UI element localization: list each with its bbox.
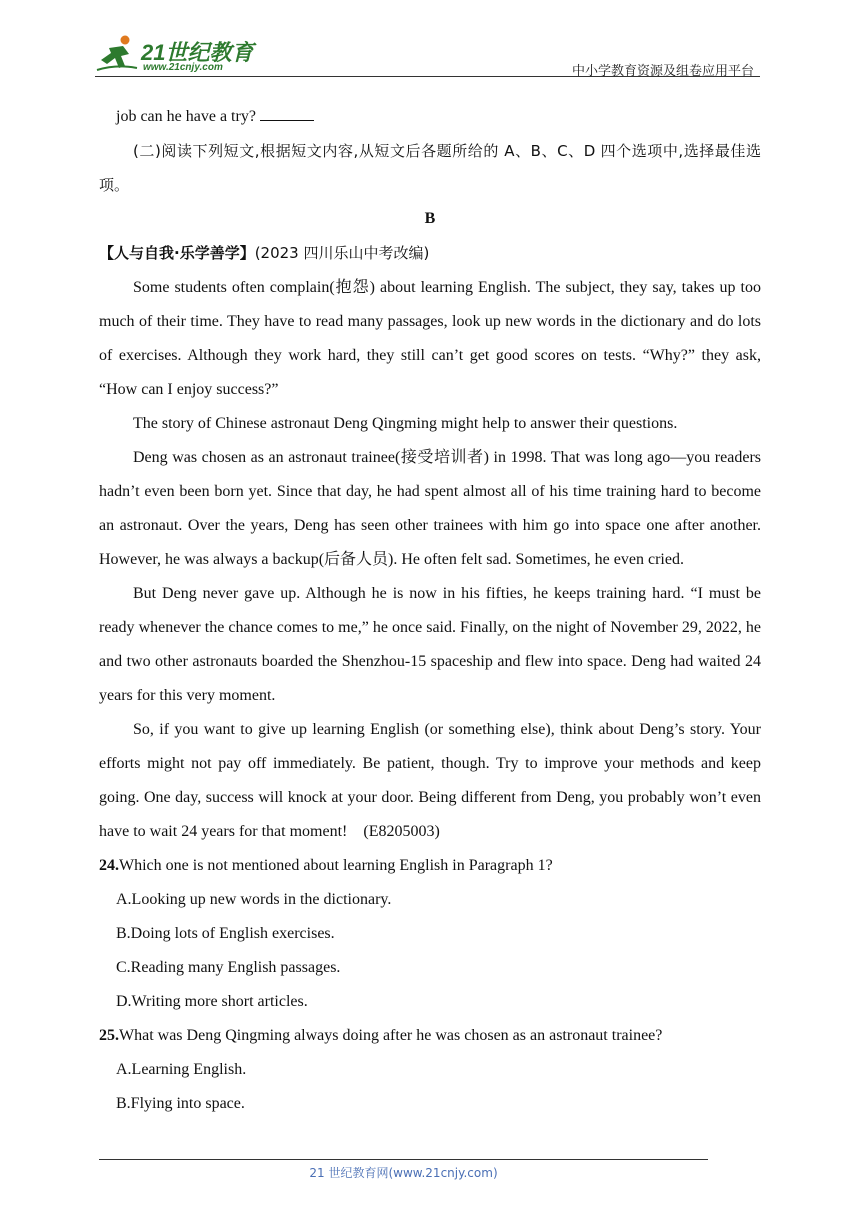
- paragraph-4: But Deng never gave up. Although he is now in his fifties, he keeps training hard. “I must be ready whenever the chance comes to me,” he once said. Finally, on the night of November 29, 2022, he and two other astronauts boarded the Shenzhou-15 spaceship and flew into space. Deng had waited 24 years for this very moment.: [99, 585, 761, 704]
- paragraph-1: Some students often complain(抱怨) about learning English. The subject, they say, takes up too much of their time. They have to read many passages, look up new words in the dictionary and do lots of exercises. Although they work hard, they still can’t get good scores on tests. “Why?” they ask, “How can I enjoy success?”: [99, 279, 761, 398]
- question-24-number: 24.: [99, 857, 119, 874]
- paragraph-3: Deng was chosen as an astronaut trainee(接受培训者) in 1998. That was long ago—you readers hadn’t even been born yet. Since that day, he had spent almost all of his time training hard to become an astronaut. Over the years, Deng has seen other trainees with him go into space one after another. However, he was always a backup(后备人员). He often felt sad. Sometimes, he even cried.: [99, 449, 761, 568]
- question-25-number: 25.: [99, 1027, 119, 1044]
- passage-source-line: [99, 236, 761, 271]
- question-24: [99, 849, 761, 883]
- logo-text: 21世纪教育: [141, 40, 254, 65]
- document-body: [99, 100, 761, 1121]
- paragraph-2: The story of Chinese astronaut Deng Qingming might help to answer their questions.: [133, 415, 678, 432]
- section-instruction: (二)阅读下列短文,根据短文内容,从短文后各题所给的 A、B、C、D 四个选项中,选择最佳选项。: [99, 142, 761, 194]
- question-24-text: Which one is not mentioned about learning English in Paragraph 1?: [119, 857, 553, 874]
- footer-divider: [99, 1159, 708, 1160]
- page-footer: 21 世纪教育网(www.21cnjy.com): [309, 1166, 498, 1180]
- q24-option-d: D.Writing more short articles.: [116, 993, 308, 1010]
- q24-option-c: C.Reading many English passages.: [116, 959, 341, 976]
- page-header: [95, 28, 760, 78]
- previous-question-line: [99, 100, 761, 134]
- passage-tag: 【人与自我·乐学善学】: [99, 244, 255, 262]
- answer-blank: [260, 104, 314, 121]
- runner-icon: [95, 34, 139, 74]
- question-25: [99, 1019, 761, 1053]
- passage-source: (2023 四川乐山中考改编): [254, 244, 430, 262]
- previous-question-text: job can he have a try?: [116, 108, 256, 125]
- platform-slogan: 中小学教育资源及组卷应用平台: [571, 64, 754, 79]
- logo-url: www.21cnjy.com: [143, 62, 223, 73]
- question-25-text: What was Deng Qingming always doing after he was chosen as an astronaut trainee?: [119, 1027, 663, 1044]
- q24-option-a: A.Looking up new words in the dictionary.: [116, 891, 392, 908]
- passage-label: B: [424, 210, 436, 227]
- header-divider: [95, 76, 760, 77]
- q25-option-a: A.Learning English.: [116, 1061, 247, 1078]
- q24-option-b: B.Doing lots of English exercises.: [116, 925, 335, 942]
- q25-option-b: B.Flying into space.: [116, 1095, 245, 1112]
- site-logo: [95, 34, 255, 74]
- paragraph-5: So, if you want to give up learning English (or something else), think about Deng’s story. Your efforts might not pay off immediately. Be patient, though. Try to improve your methods and keep going. One day, success will knock at your door. Being different from Deng, you probably won’t even have to wait 24 years for that moment! (E8205003): [99, 721, 761, 840]
